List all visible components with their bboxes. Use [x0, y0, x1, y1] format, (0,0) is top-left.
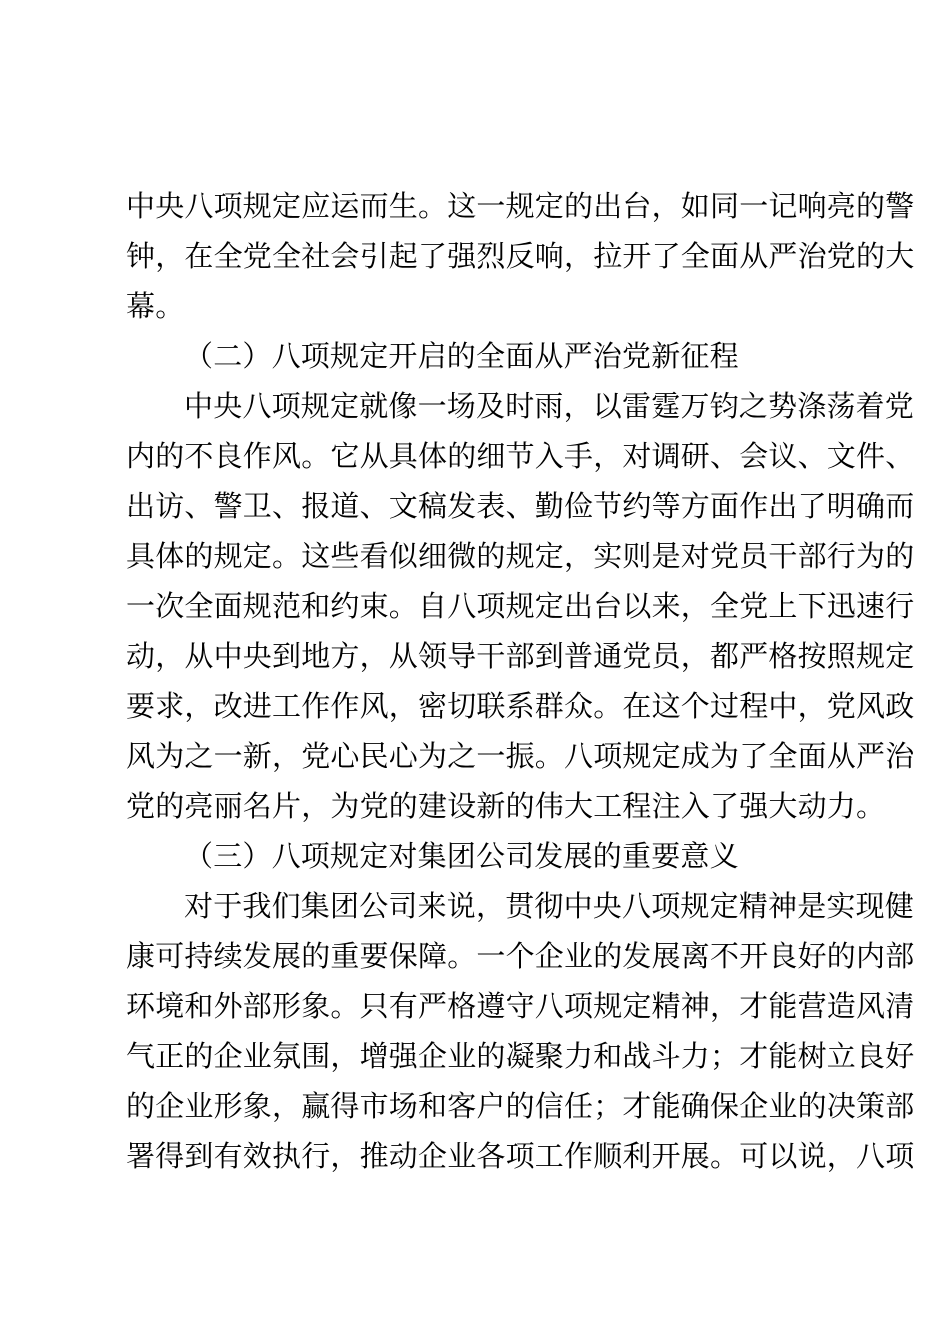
- document-body: [126, 181, 915, 1181]
- paragraph-line: 康可持续发展的重要保障。一个企业的发展离不开良好的内部: [126, 939, 915, 973]
- paragraph-line: 动，从中央到地方，从领导干部到普通党员，都严格按照规定: [126, 639, 915, 673]
- paragraph-line: 风为之一新，党心民心为之一振。八项规定成为了全面从严治: [126, 739, 915, 773]
- paragraph-line: 内的不良作风。它从具体的细节入手，对调研、会议、文件、: [126, 439, 915, 473]
- paragraph-line: 气正的企业氛围，增强企业的凝聚力和战斗力；才能树立良好: [126, 1039, 915, 1073]
- paragraph-line: 的企业形象，赢得市场和客户的信任；才能确保企业的决策部: [126, 1089, 915, 1123]
- paragraph-line: 一次全面规范和约束。自八项规定出台以来，全党上下迅速行: [126, 589, 915, 623]
- paragraph-line: 出访、警卫、报道、文稿发表、勤俭节约等方面作出了明确而: [126, 489, 915, 523]
- paragraph-line: 要求，改进工作作风，密切联系群众。在这个过程中，党风政: [126, 689, 915, 723]
- section-heading: （三）八项规定对集团公司发展的重要意义: [184, 839, 739, 873]
- paragraph-line: 中央八项规定应运而生。这一规定的出台，如同一记响亮的警: [126, 189, 915, 223]
- paragraph-line: 对于我们集团公司来说，贯彻中央八项规定精神是实现健: [184, 889, 915, 923]
- paragraph-line: 环境和外部形象。只有严格遵守八项规定精神，才能营造风清: [126, 989, 915, 1023]
- paragraph-line: 具体的规定。这些看似细微的规定，实则是对党员干部行为的: [126, 539, 915, 573]
- paragraph-line: 钟，在全党全社会引起了强烈反响，拉开了全面从严治党的大: [126, 239, 915, 273]
- paragraph-line: 党的亮丽名片，为党的建设新的伟大工程注入了强大动力。: [126, 789, 886, 823]
- section-heading: （二）八项规定开启的全面从严治党新征程: [184, 339, 739, 373]
- paragraph-line: 幕。: [126, 289, 185, 323]
- paragraph-line: 署得到有效执行，推动企业各项工作顺利开展。可以说，八项: [126, 1139, 915, 1173]
- paragraph-line: 中央八项规定就像一场及时雨，以雷霆万钧之势涤荡着党: [184, 389, 915, 423]
